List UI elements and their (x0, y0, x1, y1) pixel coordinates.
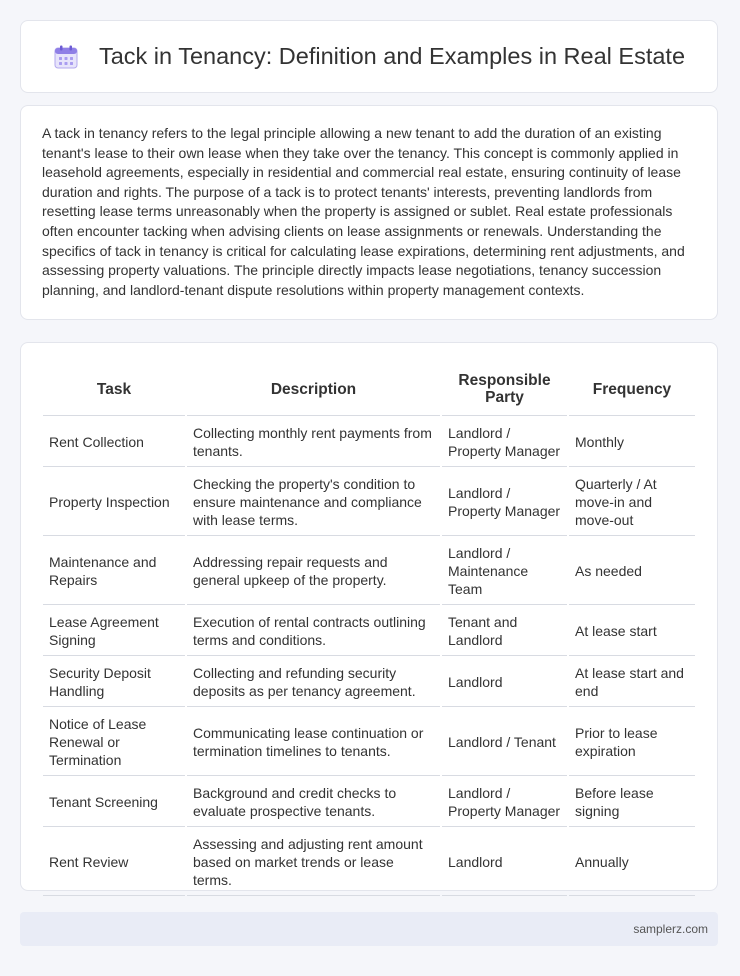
description-cell: Collecting monthly rent payments from tenants. (187, 418, 440, 467)
title-card (20, 20, 718, 93)
footer (20, 912, 718, 946)
party-cell: Landlord (442, 658, 567, 707)
task-cell: Rent Review (43, 829, 185, 896)
description-cell: Communicating lease continuation or termination timelines to tenants. (187, 709, 440, 776)
task-cell: Security Deposit Handling (43, 658, 185, 707)
description-cell: Checking the property's condition to ensure maintenance and compliance with lease terms. (187, 469, 440, 536)
table-row (43, 607, 695, 656)
table-row (43, 829, 695, 896)
intro-card (20, 105, 718, 320)
table-row (43, 469, 695, 536)
table-row (43, 709, 695, 776)
party-cell: Landlord / Property Manager (442, 469, 567, 536)
description-cell: Collecting and refunding security deposits as per tenancy agreement. (187, 658, 440, 707)
column-header-description: Description (187, 363, 440, 416)
footer-site-link[interactable]: samplerz.com (633, 922, 708, 936)
table-row (43, 658, 695, 707)
party-cell: Landlord / Maintenance Team (442, 538, 567, 605)
frequency-cell: Monthly (569, 418, 695, 467)
tasks-table (41, 361, 697, 898)
table-row (43, 418, 695, 467)
party-cell: Landlord (442, 829, 567, 896)
table-row (43, 538, 695, 605)
frequency-cell: At lease start and end (569, 658, 695, 707)
party-cell: Landlord / Property Manager (442, 778, 567, 827)
frequency-cell: Quarterly / At move-in and move-out (569, 469, 695, 536)
column-header-responsible-party: Responsible Party (442, 363, 567, 416)
frequency-cell: Prior to lease expiration (569, 709, 695, 776)
frequency-cell: Annually (569, 829, 695, 896)
task-cell: Notice of Lease Renewal or Termination (43, 709, 185, 776)
description-cell: Background and credit checks to evaluate prospective tenants. (187, 778, 440, 827)
frequency-cell: At lease start (569, 607, 695, 656)
task-cell: Lease Agreement Signing (43, 607, 185, 656)
frequency-cell: Before lease signing (569, 778, 695, 827)
table-row (43, 778, 695, 827)
party-cell: Landlord / Property Manager (442, 418, 567, 467)
calendar-icon (53, 44, 79, 70)
task-cell: Tenant Screening (43, 778, 185, 827)
task-cell: Maintenance and Repairs (43, 538, 185, 605)
task-cell: Rent Collection (43, 418, 185, 467)
task-cell: Property Inspection (43, 469, 185, 536)
description-cell: Addressing repair requests and general upkeep of the property. (187, 538, 440, 605)
description-cell: Assessing and adjusting rent amount based on market trends or lease terms. (187, 829, 440, 896)
party-cell: Landlord / Tenant (442, 709, 567, 776)
frequency-cell: As needed (569, 538, 695, 605)
intro-paragraph: A tack in tenancy refers to the legal principle allowing a new tenant to add the duration of an existing tenant's lease to their own lease when they take over the tenancy. This concept is commonly applied in leasehold agreements, especially in residential and commercial real estate, ensuring continuity of lease duration and rights. The purpose of a tack is to protect tenants' interests, preventing landlords from resetting lease terms unreasonably when the property is assigned or sublet. Real estate professionals often encounter tacking when advising clients on lease assignments or renewals. Understanding the specifics of tack in tenancy is critical for calculating lease expirations, determining rent adjustments, and assessing property valuations. The principle directly impacts lease negotiations, tenancy succession planning, and landlord-tenant dispute resolutions within property management contexts. (42, 125, 685, 298)
column-header-task: Task (43, 363, 185, 416)
description-cell: Execution of rental contracts outlining terms and conditions. (187, 607, 440, 656)
column-header-frequency: Frequency (569, 363, 695, 416)
party-cell: Tenant and Landlord (442, 607, 567, 656)
table-header-row (43, 363, 695, 416)
page-title: Tack in Tenancy: Definition and Examples in Real Estate (98, 43, 686, 69)
table-card (20, 342, 718, 891)
